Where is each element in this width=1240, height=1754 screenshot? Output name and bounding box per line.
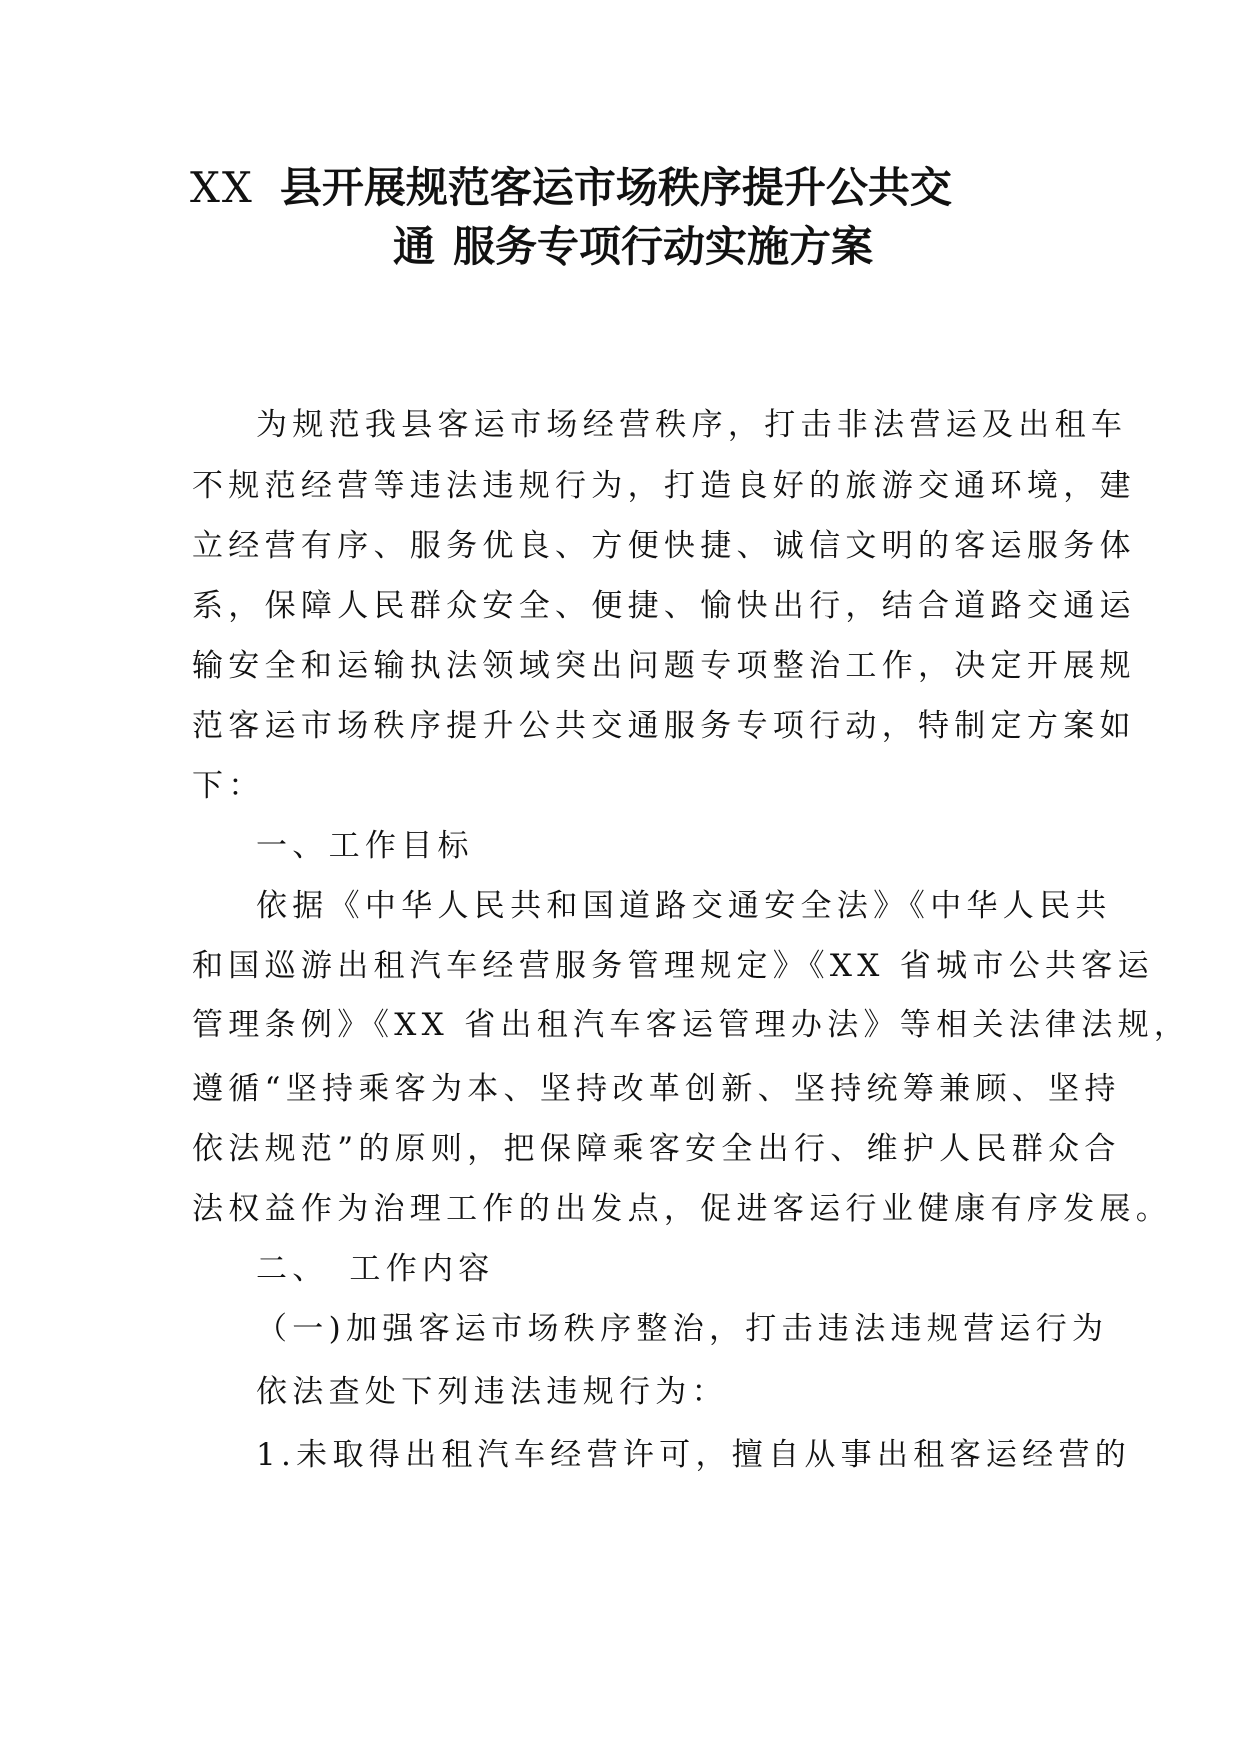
paragraph-intro-line: 范客运市场秩序提升公共交通服务专项行动，特制定方案如 [192,708,1136,744]
paragraph-goals-line: 依法规范”的原则，把保障乘客安全出行、维护人民群众合 [192,1131,1121,1167]
paragraph-intro-line: 不规范经营等违法违规行为，打造良好的旅游交通环境，建 [192,468,1136,504]
paragraph-intro-line: 输安全和运输执法领域突出问题专项整治工作，决定开展规 [192,648,1136,684]
document-title-line-1 [190,160,952,216]
paragraph-intro-line: 系，保障人民群众安全、便捷、愉快出行，结合道路交通运 [192,588,1136,624]
title-text-2a: 通 [393,222,436,271]
list-item: 1.未取得出租汽车经营许可，擅自从事出租客运经营的 [256,1437,1132,1473]
section-heading-goals: 一、工作目标 [256,828,474,864]
paragraph-goals-line: 遵循“坚持乘客为本、坚持改革创新、坚持统筹兼顾、坚持 [192,1071,1121,1107]
title-text-1: 县开展规范客运市场秩序提升公共交 [279,163,952,212]
paragraph-goals-line: 管理条例》《XX 省出租汽车客运管理办法》等相关法律法规， [192,1007,1191,1043]
paragraph-intro-line: 立经营有序、服务优良、方便快捷、诚信文明的客运服务体 [192,528,1136,564]
paragraph-goals-line: 和国巡游出租汽车经营服务管理规定》《XX 省城市公共客运 [192,948,1154,984]
paragraph-goals-line: 依据《中华人民共和国道路交通安全法》《中华人民共 [256,888,1112,924]
subsection-heading: （一)加强客运市场秩序整治，打击违法违规营运行为 [256,1311,1109,1347]
paragraph-intro-line: 下： [192,768,265,804]
document-title-line-2 [393,219,873,275]
title-prefix: XX [190,163,254,212]
section-heading-content: 二、 工作内容 [256,1251,495,1287]
paragraph-intro-line: 为规范我县客运市场经营秩序，打击非法营运及出租车 [256,407,1128,443]
paragraph-content-line: 依法查处下列违法违规行为： [256,1374,728,1410]
title-text-2b: 服务专项行动实施方案 [453,222,874,271]
paragraph-goals-line: 法权益作为治理工作的出发点，促进客运行业健康有序发展。 [192,1191,1173,1227]
